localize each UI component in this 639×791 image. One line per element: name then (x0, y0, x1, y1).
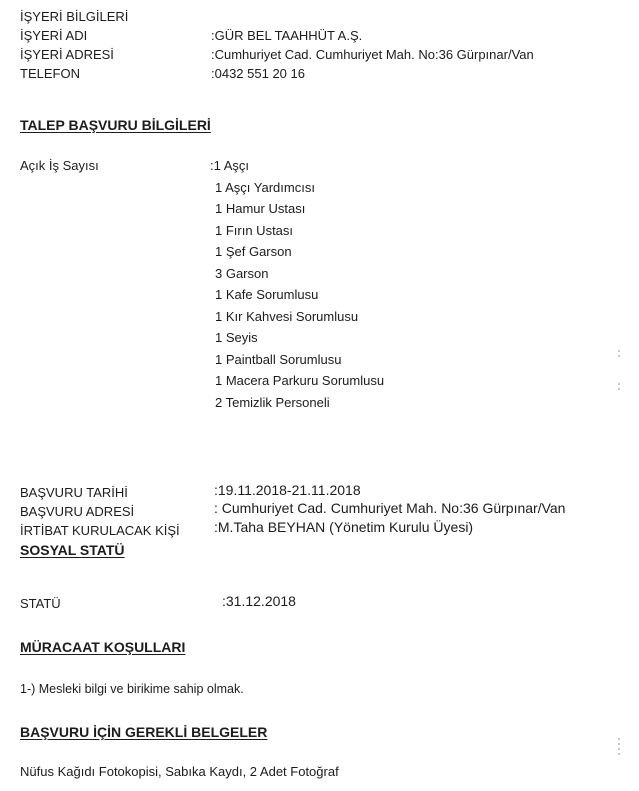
employer-name-label: İŞYERİ ADI (20, 28, 88, 43)
scan-artifact (618, 383, 620, 393)
condition-item: 1-) Mesleki bilgi ve birikime sahip olmak. (20, 682, 244, 696)
scan-artifact (618, 738, 620, 758)
list-item: 1 Şef Garson (215, 244, 292, 259)
list-item: 2 Temizlik Personeli (215, 394, 330, 410)
application-date-label: BAŞVURU TARİHİ (20, 485, 128, 500)
conditions-heading: MÜRACAAT KOŞULLARI (20, 639, 186, 655)
status-value: :31.12.2018 (222, 593, 296, 609)
employer-address-label: İŞYERİ ADRESİ (20, 47, 114, 62)
contact-label: İRTİBAT KURULACAK KİŞİ (20, 523, 180, 538)
list-item: 1 Seyis (215, 330, 258, 345)
list-item: 1 Aşçı Yardımcısı (215, 179, 315, 195)
request-heading: TALEP BAŞVURU BİLGİLERİ (20, 117, 211, 133)
employer-address-value: :Cumhuriyet Cad. Cumhuriyet Mah. No:36 Gürpınar/Van (211, 47, 534, 62)
application-address-label: BAŞVURU ADRESİ (20, 504, 135, 519)
employer-section-title: İŞYERİ BİLGİLERİ (20, 9, 129, 24)
list-item: 1 Paintball Sorumlusu (215, 351, 342, 367)
list-item: 3 Garson (215, 265, 269, 281)
list-item: :1 Aşçı (210, 158, 250, 173)
list-item: 1 Kır Kahvesi Sorumlusu (215, 308, 359, 324)
employer-phone-label: TELEFON (20, 66, 80, 81)
employer-name-value: :GÜR BEL TAAHHÜT A.Ş. (211, 28, 363, 43)
documents-heading: BAŞVURU İÇİN GEREKLİ BELGELER (20, 724, 268, 740)
application-date-value: :19.11.2018-21.11.2018 (214, 482, 361, 498)
social-status-heading: SOSYAL STATÜ (20, 542, 125, 558)
status-label: STATÜ (20, 596, 61, 611)
employer-phone-value: :0432 551 20 16 (211, 66, 305, 81)
contact-value: :M.Taha BEYHAN (Yönetim Kurulu Üyesi) (214, 519, 474, 535)
list-item: 1 Macera Parkuru Sorumlusu (215, 373, 385, 388)
scan-artifact (618, 350, 620, 360)
list-item: 1 Fırın Ustası (215, 222, 294, 238)
documents-text: Nüfus Kağıdı Fotokopisi, Sabıka Kaydı, 2 Adet Fotoğraf (20, 764, 339, 779)
application-address-value: : Cumhuriyet Cad. Cumhuriyet Mah. No:36 Gürpınar/Van (214, 500, 566, 516)
openings-label: Açık İş Sayısı (20, 158, 99, 173)
list-item: 1 Kafe Sorumlusu (215, 287, 319, 302)
list-item: 1 Hamur Ustası (215, 201, 306, 216)
